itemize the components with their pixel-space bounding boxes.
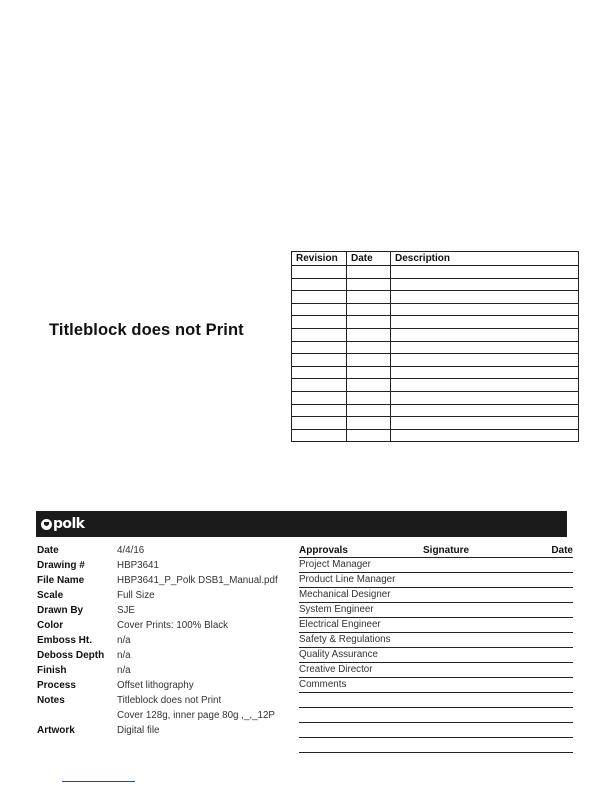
info-value: HBP3641 (117, 560, 159, 571)
revision-header: Revision (292, 252, 347, 266)
info-value: Offset lithography (117, 680, 194, 691)
revision-row (292, 354, 579, 367)
approval-row: Electrical Engineer (299, 618, 573, 633)
revision-cell (347, 366, 391, 379)
revision-row (292, 404, 579, 417)
description-header: Description (391, 252, 579, 266)
revision-cell (292, 366, 347, 379)
info-value: Cover Prints: 100% Black (117, 620, 229, 631)
revision-cell (391, 366, 579, 379)
revision-cell (391, 354, 579, 367)
info-label: Notes (37, 695, 65, 706)
info-row (37, 633, 297, 648)
info-label: Emboss Ht. (37, 635, 93, 646)
info-value: Full Size (117, 590, 155, 601)
approvals-block (299, 543, 573, 753)
drawing-info (37, 543, 297, 738)
revision-row (292, 291, 579, 304)
date-header: Date (347, 252, 391, 266)
revision-cell (292, 354, 347, 367)
approval-row: Project Manager (299, 558, 573, 573)
polk-logo (41, 515, 84, 533)
revision-row (292, 391, 579, 404)
revision-cell (292, 328, 347, 341)
approvals-header (299, 543, 573, 558)
info-row (37, 543, 297, 558)
revision-cell (347, 316, 391, 329)
info-label: File Name (37, 575, 85, 586)
revision-row (292, 417, 579, 430)
blank-approval-line (299, 693, 573, 708)
info-label: Artwork (37, 725, 75, 736)
info-value: HBP3641_P_Polk DSB1_Manual.pdf (117, 575, 278, 586)
info-label (37, 708, 117, 723)
info-row (37, 678, 297, 693)
blank-approval-line (299, 708, 573, 723)
info-row (37, 603, 297, 618)
info-value: Cover 128g, inner page 80g ,_,_12P (117, 710, 275, 721)
revision-cell (347, 404, 391, 417)
revision-cell (347, 379, 391, 392)
info-value: n/a (117, 650, 131, 661)
info-value: Digital file (117, 725, 160, 736)
revision-cell (292, 278, 347, 291)
info-label: Drawn By (37, 605, 84, 616)
revision-cell (391, 391, 579, 404)
revision-cell (391, 303, 579, 316)
revision-cell (391, 404, 579, 417)
revision-cell (292, 391, 347, 404)
revision-row (292, 366, 579, 379)
info-row (37, 723, 297, 738)
info-row (37, 558, 297, 573)
revision-cell (347, 354, 391, 367)
revision-row (292, 303, 579, 316)
revision-cell (391, 278, 579, 291)
revision-row (292, 266, 579, 279)
revision-cell (292, 341, 347, 354)
revision-row (292, 278, 579, 291)
revision-cell (347, 278, 391, 291)
signature-heading: Signature (423, 545, 470, 556)
approval-row: Quality Assurance (299, 648, 573, 663)
info-label: Finish (37, 665, 67, 676)
revision-cell (292, 303, 347, 316)
revision-cell (292, 316, 347, 329)
date-heading: Date (551, 545, 573, 556)
info-label: Drawing # (37, 560, 85, 571)
approval-row: Product Line Manager (299, 573, 573, 588)
revision-header-row (292, 252, 579, 266)
info-value: n/a (117, 635, 131, 646)
info-row (37, 708, 297, 723)
revision-cell (347, 391, 391, 404)
revision-row (292, 379, 579, 392)
revision-cell (347, 429, 391, 442)
revision-row (292, 341, 579, 354)
revision-cell (347, 266, 391, 279)
revision-row (292, 316, 579, 329)
info-row (37, 648, 297, 663)
info-label: Scale (37, 590, 64, 601)
approval-row: Comments (299, 678, 573, 693)
info-label: Date (37, 545, 59, 556)
blank-approval-line (299, 738, 573, 753)
revision-cell (391, 341, 579, 354)
info-row (37, 573, 297, 588)
revision-cell (347, 328, 391, 341)
brand-bar (36, 511, 567, 537)
approval-row: Safety & Regulations (299, 633, 573, 648)
info-label: Process (37, 680, 76, 691)
revision-cell (347, 341, 391, 354)
approval-row: Mechanical Designer (299, 588, 573, 603)
revision-cell (292, 266, 347, 279)
footer-link-line (62, 781, 135, 782)
info-value: 4/4/16 (117, 545, 145, 556)
revision-cell (292, 429, 347, 442)
revision-cell (292, 417, 347, 430)
revision-cell (347, 303, 391, 316)
revision-cell (292, 379, 347, 392)
revision-cell (391, 328, 579, 341)
revision-cell (292, 404, 347, 417)
revision-cell (391, 316, 579, 329)
revision-row (292, 328, 579, 341)
info-row (37, 618, 297, 633)
info-row (37, 663, 297, 678)
revision-cell (391, 417, 579, 430)
approval-row: Creative Director (299, 663, 573, 678)
revision-cell (391, 266, 579, 279)
blank-approval-line (299, 723, 573, 738)
info-label: Color (37, 620, 64, 631)
page-title: Titleblock does not Print (49, 321, 244, 339)
info-row (37, 588, 297, 603)
info-value: SJE (117, 605, 135, 616)
info-row (37, 693, 297, 708)
logo-text: polk (53, 516, 85, 532)
revision-cell (391, 429, 579, 442)
polk-logo-icon (41, 519, 52, 530)
approval-row: System Engineer (299, 603, 573, 618)
revision-row (292, 429, 579, 442)
revision-cell (391, 291, 579, 304)
revision-table (291, 251, 579, 442)
info-value: n/a (117, 665, 131, 676)
info-value: Titleblock does not Print (117, 695, 222, 706)
revision-cell (347, 417, 391, 430)
revision-cell (391, 379, 579, 392)
approvals-heading: Approvals (299, 545, 348, 556)
revision-cell (347, 291, 391, 304)
revision-cell (292, 291, 347, 304)
info-label: Deboss Depth (37, 650, 105, 661)
